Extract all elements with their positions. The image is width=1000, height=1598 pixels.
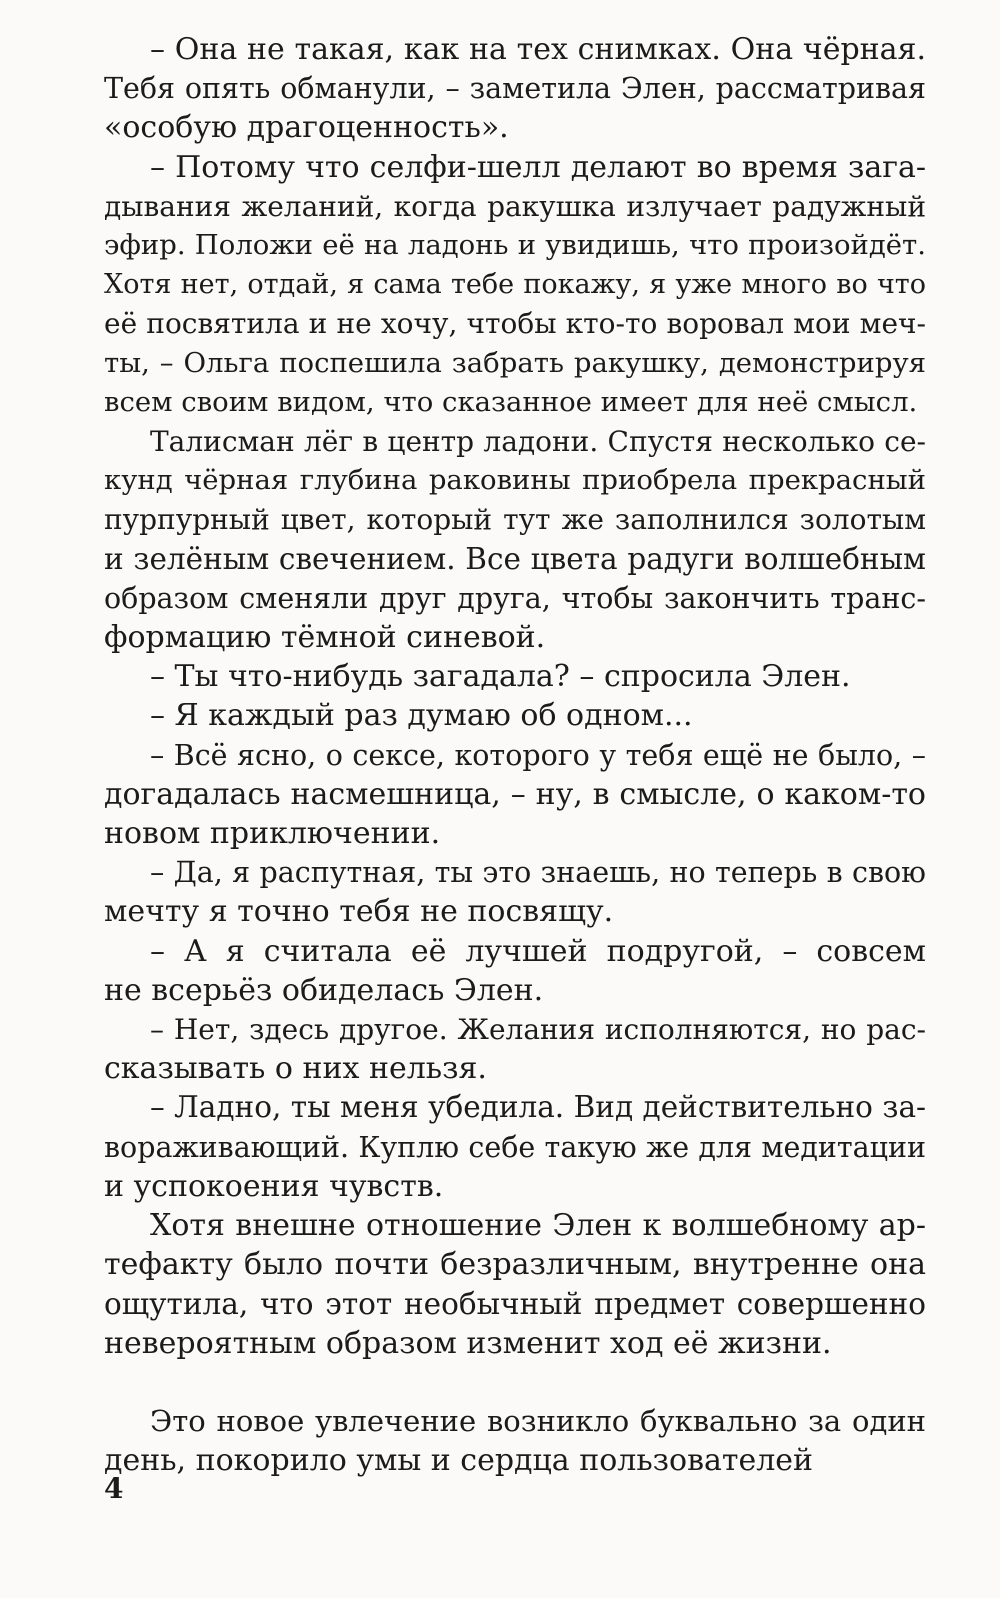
paragraph bbox=[104, 1010, 926, 1088]
text-line: Хотя нет, отдай, я сама тебе покажу, я уже много во что bbox=[104, 269, 926, 301]
paragraph bbox=[104, 736, 926, 854]
text-line: всем своим видом, что сказанное имеет для неё смысл. bbox=[104, 385, 918, 418]
text-line: – Всё ясно, о сексе, которого у тебя ещё не было, – bbox=[150, 738, 926, 772]
text-line: её посвятила и не хочу, чтобы кто-то воровал мои меч- bbox=[104, 307, 926, 341]
text-line: формацию тёмной синевой. bbox=[104, 620, 546, 656]
text-line: ты, – Ольга поспешила забрать ракушку, демонстрируя bbox=[104, 346, 926, 379]
text-line: и успокоения чувств. bbox=[104, 1168, 444, 1204]
text-line: не всерьёз обиделась Элен. bbox=[104, 972, 544, 1008]
text-line: вораживающий. Куплю себе такую же для медитации bbox=[104, 1130, 926, 1164]
paragraph bbox=[104, 148, 926, 422]
paragraph bbox=[104, 657, 926, 696]
text-line: эфир. Положи её на ладонь и увидишь, что произойдёт. bbox=[104, 229, 926, 262]
text-line: – Я каждый раз думаю об одном... bbox=[150, 698, 693, 734]
text-line: – Нет, здесь другое. Желания исполняются, но рас- bbox=[150, 1013, 926, 1047]
text-line: новом приключении. bbox=[104, 816, 441, 852]
text-line: Хотя внешне отношение Элен к волшебному ар- bbox=[150, 1208, 926, 1244]
text-line: день, покорило умы и сердца пользователей bbox=[104, 1443, 814, 1479]
section-break bbox=[104, 1363, 926, 1402]
text-line: – Она не такая, как на тех снимках. Она чёрная. bbox=[150, 32, 926, 67]
text-line: – А я считала её лучшей подругой, – совсем bbox=[150, 933, 926, 969]
paragraph bbox=[104, 932, 926, 1010]
paragraph bbox=[104, 1088, 926, 1206]
text-line: Это новое увлечение возникло буквально за один bbox=[150, 1403, 926, 1438]
paragraph bbox=[104, 853, 926, 931]
text-line: Талисман лёг в центр ладони. Спустя несколько се- bbox=[150, 425, 926, 459]
text-line: «особую драгоценность». bbox=[104, 110, 509, 146]
text-line: – Да, я распутная, ты это знаешь, но теперь в свою bbox=[150, 856, 926, 890]
text-line: невероятным образом изменит ход её жизни. bbox=[104, 1325, 832, 1361]
paragraph bbox=[104, 1206, 926, 1363]
text-line: – Ты что-нибудь загадала? – спросила Элен. bbox=[150, 659, 851, 695]
text-line: догадалась насмешница, – ну, в смысле, о каком-то bbox=[104, 776, 926, 812]
text-line: сказывать о них нельзя. bbox=[104, 1051, 487, 1087]
body-text bbox=[104, 30, 926, 1480]
text-line: дывания желаний, когда ракушка излучает радужный bbox=[104, 189, 926, 223]
page-number: 4 bbox=[104, 1472, 124, 1505]
text-line: ощутила, что этот необычный предмет совершенно bbox=[104, 1286, 926, 1321]
paragraph bbox=[104, 696, 926, 735]
text-line: Тебя опять обманули, – заметила Элен, рассматривая bbox=[104, 72, 926, 106]
text-line: тефакту было почти безразличным, внутренне она bbox=[104, 1247, 926, 1283]
paragraph bbox=[104, 1402, 926, 1480]
text-line: и зелёным свечением. Все цвета радуги волшебным bbox=[104, 541, 926, 576]
text-line: образом сменяли друг друга, чтобы закончить транс- bbox=[104, 581, 926, 615]
paragraph bbox=[104, 422, 926, 657]
text-line: – Ладно, ты меня убедила. Вид действительно за- bbox=[150, 1090, 926, 1125]
text-line: мечту я точно тебя не посвящу. bbox=[104, 894, 614, 930]
text-line: кунд чёрная глубина раковины приобрела прекрасный bbox=[104, 464, 926, 497]
paragraph bbox=[104, 30, 926, 148]
text-line: пурпурный цвет, который тут же заполнился золотым bbox=[104, 503, 926, 537]
text-line: – Потому что селфи-шелл делают во время зага- bbox=[150, 149, 926, 185]
